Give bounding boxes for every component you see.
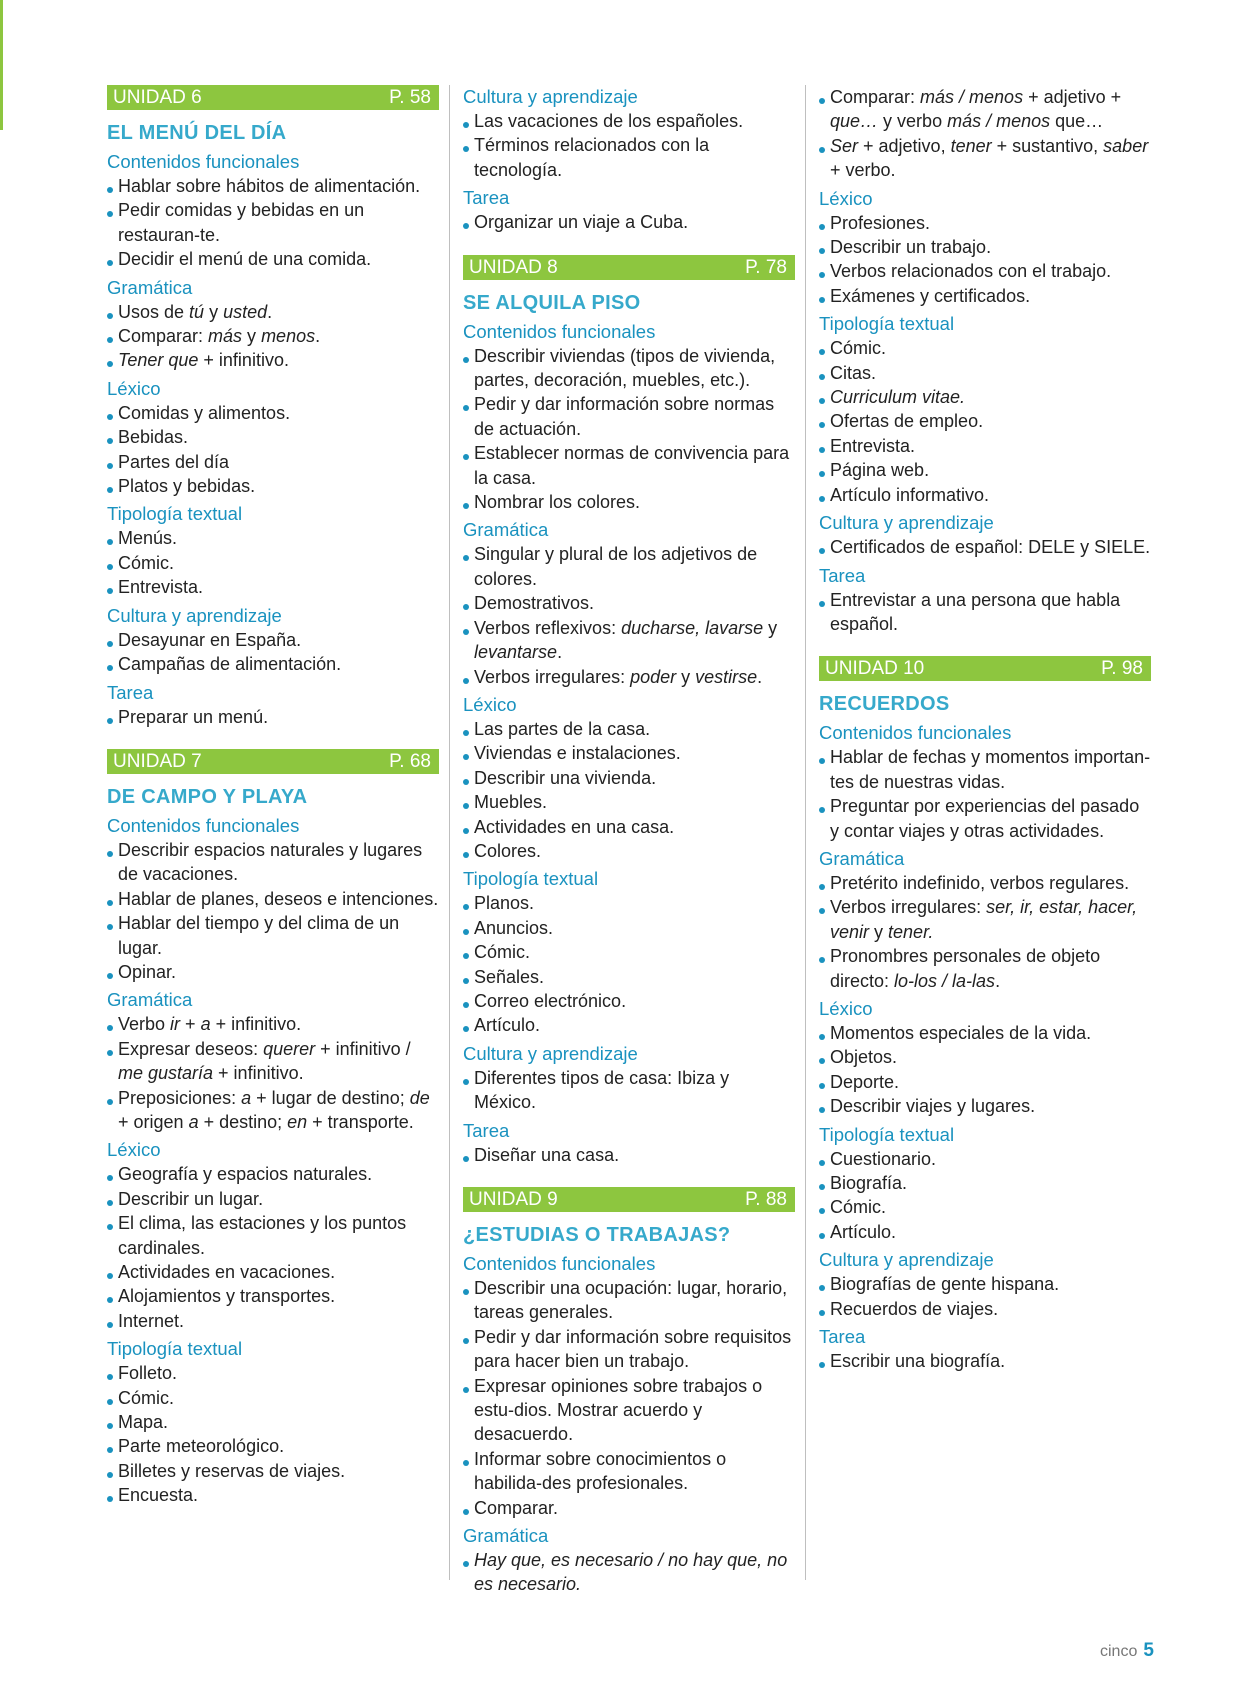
- text-italic: ser, ir, estar, hacer, venir: [830, 897, 1138, 942]
- list-cultura: [463, 109, 795, 182]
- list-item: Objetos.: [819, 1045, 1151, 1069]
- list-item: Las vacaciones de los españoles.: [463, 109, 795, 133]
- text: + destino;: [198, 1111, 288, 1132]
- unit-header-bar: [463, 1187, 795, 1212]
- section-title-tarea: Tarea: [819, 564, 866, 586]
- text: Comparar:: [118, 326, 209, 347]
- section-title-funcionales: Contenidos funcionales: [463, 320, 656, 342]
- list-item: Viviendas e instalaciones.: [463, 741, 795, 765]
- list-item: Planos.: [463, 891, 795, 915]
- unit-label: UNIDAD 7: [113, 750, 202, 772]
- text: +: [180, 1014, 201, 1035]
- section-title-funcionales: Contenidos funcionales: [107, 151, 300, 172]
- text-italic: vestirse: [695, 666, 758, 687]
- list-item: Certificados de español: DELE y SIELE.: [819, 535, 1151, 559]
- text-italic: me gustaría: [118, 1063, 214, 1084]
- text-italic: en: [287, 1111, 308, 1132]
- list-item: Comparar.: [463, 1496, 795, 1520]
- list-lexico: [819, 1021, 1151, 1119]
- list-tipologia: [819, 336, 1151, 507]
- list-lexico: [819, 211, 1151, 309]
- column-divider: [805, 85, 806, 1580]
- text-italic: que…: [830, 111, 879, 132]
- section-title-cultura: Cultura y aprendizaje: [819, 512, 994, 534]
- list-gramatica: [107, 1012, 439, 1134]
- text-italic: a: [200, 1014, 211, 1035]
- text: Verbos irregulares:: [830, 897, 987, 918]
- text-italic: ducharse, lavarse: [621, 617, 764, 638]
- list-item: [107, 324, 439, 348]
- list-cultura: [463, 1066, 795, 1115]
- list-item: [463, 665, 795, 689]
- list-item: Diferentes tipos de casa: Ibiza y México.: [463, 1066, 795, 1115]
- unit-9-continued: [819, 85, 1151, 636]
- list-item: [819, 895, 1151, 944]
- list-gramatica: [819, 871, 1151, 993]
- list-item: [819, 944, 1151, 993]
- list-item: Biografías de gente hispana.: [819, 1272, 1151, 1296]
- text: + infinitivo.: [210, 1014, 302, 1035]
- list-item: Describir viviendas (tipos de vivienda, partes, decoración, muebles, etc.).: [463, 344, 795, 393]
- unit-9-section: [463, 1187, 795, 1597]
- unit-title: EL MENÚ DEL DÍA: [107, 122, 287, 144]
- text-italic: tener: [950, 135, 992, 156]
- list-item: Correo electrónico.: [463, 989, 795, 1013]
- unit-7-continued: [463, 85, 795, 235]
- list-item: Colores.: [463, 839, 795, 863]
- list-item: Artículo.: [463, 1013, 795, 1037]
- list-item: Artículo informativo.: [819, 483, 1151, 507]
- page-number: 5: [1143, 1640, 1154, 1661]
- list-tipologia: [819, 1147, 1151, 1245]
- list-item: Momentos especiales de la vida.: [819, 1021, 1151, 1045]
- list-gramatica: [819, 85, 1151, 183]
- list-item: Exámenes y certificados.: [819, 284, 1151, 308]
- list-item: Describir espacios naturales y lugares de vacaciones.: [107, 838, 439, 887]
- text: y: [763, 617, 778, 638]
- list-item: Organizar un viaje a Cuba.: [463, 210, 795, 234]
- text: y: [242, 326, 262, 347]
- list-item: [463, 616, 795, 665]
- section-title-gramatica: Gramática: [463, 1525, 549, 1547]
- list-tarea: [819, 588, 1151, 637]
- column-3: [819, 85, 1151, 1373]
- list-tarea: [819, 1349, 1151, 1373]
- text: + infinitivo.: [198, 350, 289, 371]
- text: y verbo: [878, 111, 948, 132]
- text-italic: Tener que: [118, 350, 199, 371]
- list-cultura: [819, 535, 1151, 559]
- list-item: Página web.: [819, 458, 1151, 482]
- unit-title: RECUERDOS: [819, 693, 950, 716]
- unit-header-bar: [463, 255, 795, 280]
- text: Verbo: [118, 1014, 171, 1035]
- list-item: Comidas y alimentos.: [107, 401, 439, 425]
- list-item: Mapa.: [107, 1410, 439, 1434]
- list-cultura: [819, 1272, 1151, 1321]
- section-title-tipologia: Tipología textual: [107, 503, 243, 525]
- list-item: Recuerdos de viajes.: [819, 1297, 1151, 1321]
- list-item: Ofertas de empleo.: [819, 409, 1151, 433]
- list-item: Cómic.: [819, 336, 1151, 360]
- text: + adjetivo +: [1023, 87, 1122, 107]
- list-funcionales: [107, 174, 439, 272]
- list-item: Preparar un menú.: [107, 705, 439, 729]
- text: Usos de: [118, 301, 190, 322]
- list-cultura: [107, 628, 439, 677]
- text: que…: [1050, 111, 1104, 132]
- unit-header-bar: [819, 656, 1151, 681]
- list-item: [107, 1086, 439, 1135]
- text: Demostrativos.: [474, 593, 595, 614]
- list-item: Decidir el menú de una comida.: [107, 247, 439, 271]
- section-title-cultura: Cultura y aprendizaje: [107, 604, 282, 626]
- list-item: Artículo.: [819, 1220, 1151, 1244]
- list-item: Entrevista.: [107, 575, 439, 599]
- list-item: Desayunar en España.: [107, 628, 439, 652]
- list-item: Cómic.: [819, 1195, 1151, 1219]
- text: .: [757, 666, 763, 687]
- list-item: Informar sobre conocimientos o habilida-des profesionales.: [463, 1447, 795, 1496]
- page-number-word: cinco: [1100, 1643, 1138, 1660]
- list-item: Términos relacionados con la tecnología.: [463, 133, 795, 182]
- text-italic: a: [188, 1111, 199, 1132]
- edge-accent-bar: [0, 0, 3, 130]
- text: + origen: [118, 1111, 189, 1132]
- section-title-tarea: Tarea: [463, 1119, 510, 1141]
- section-title-funcionales: Contenidos funcionales: [819, 722, 1012, 744]
- list-item: Pedir comidas y bebidas en un restauran-te.: [107, 198, 439, 247]
- text: + verbo.: [830, 160, 896, 181]
- list-item: Describir viajes y lugares.: [819, 1094, 1151, 1118]
- text: .: [557, 642, 563, 663]
- text-italic: poder: [630, 666, 677, 687]
- list-tarea: [463, 1143, 795, 1167]
- unit-7-section: [107, 749, 439, 1508]
- list-item: Campañas de alimentación.: [107, 652, 439, 676]
- list-item: Cómic.: [107, 1386, 439, 1410]
- section-title-tarea: Tarea: [819, 1326, 866, 1348]
- list-gramatica: [463, 1548, 795, 1597]
- section-title-funcionales: Contenidos funcionales: [463, 1253, 656, 1274]
- list-item: Actividades en vacaciones.: [107, 1260, 439, 1284]
- list-item: [107, 348, 439, 372]
- text: y: [676, 666, 696, 687]
- unit-10-section: [819, 656, 1151, 1373]
- section-title-lexico: Léxico: [819, 187, 873, 209]
- column-2: [463, 85, 795, 1597]
- section-title-gramatica: Gramática: [107, 276, 193, 298]
- list-item: Diseñar una casa.: [463, 1143, 795, 1167]
- text: Comparar:: [830, 87, 921, 107]
- unit-label: UNIDAD 6: [113, 87, 202, 108]
- list-item: Describir una ocupación: lugar, horario, tareas generales.: [463, 1276, 795, 1325]
- list-item: Biografía.: [819, 1171, 1151, 1195]
- list-item: [107, 300, 439, 324]
- page-footer: [1100, 1640, 1154, 1662]
- list-item: Actividades en una casa.: [463, 815, 795, 839]
- unit-page: P. 58: [389, 87, 431, 108]
- unit-page: P. 88: [745, 1189, 787, 1210]
- section-title-gramatica: Gramática: [107, 989, 193, 1011]
- unit-6-section: [107, 85, 439, 729]
- list-tarea: [463, 210, 795, 234]
- list-tipologia: [107, 526, 439, 599]
- list-item: Menús.: [107, 526, 439, 550]
- unit-header-bar: [107, 749, 439, 774]
- unit-title: SE ALQUILA PISO: [463, 291, 641, 314]
- list-lexico: [107, 1162, 439, 1333]
- list-item: Deporte.: [819, 1070, 1151, 1094]
- unit-header-bar: [107, 85, 439, 110]
- list-lexico: [107, 401, 439, 499]
- list-item: [463, 591, 795, 615]
- section-title-lexico: Léxico: [819, 997, 873, 1019]
- text: y: [869, 921, 889, 942]
- list-item: Alojamientos y transportes.: [107, 1284, 439, 1308]
- list-item: Entrevistar a una persona que habla español.: [819, 588, 1151, 637]
- text-italic: lo-los / la-las: [894, 970, 996, 991]
- section-title-tarea: Tarea: [107, 681, 154, 703]
- section-title-tipologia: Tipología textual: [463, 868, 599, 890]
- text: Pronombres personales de objeto directo:: [830, 946, 1101, 991]
- list-item: Billetes y reservas de viajes.: [107, 1459, 439, 1483]
- column-divider: [449, 85, 450, 1580]
- list-item: Las partes de la casa.: [463, 717, 795, 741]
- text: Preposiciones:: [118, 1087, 242, 1108]
- unit-title: DE CAMPO Y PLAYA: [107, 785, 308, 808]
- section-title-lexico: Léxico: [107, 1139, 161, 1161]
- section-title-gramatica: Gramática: [819, 847, 905, 869]
- section-title-tipologia: Tipología textual: [819, 1123, 955, 1145]
- list-item: Expresar opiniones sobre trabajos o estu-dios. Mostrar acuerdo y desacuerdo.: [463, 1374, 795, 1447]
- list-item: Platos y bebidas.: [107, 474, 439, 498]
- list-item: Hablar de planes, deseos e intenciones.: [107, 887, 439, 911]
- text-italic: Ser: [830, 135, 859, 156]
- section-title-tarea: Tarea: [463, 187, 510, 209]
- text: .: [995, 970, 1001, 991]
- list-tipologia: [107, 1361, 439, 1507]
- list-item: Describir una vivienda.: [463, 766, 795, 790]
- section-title-tipologia: Tipología textual: [819, 313, 955, 335]
- text-italic: más: [208, 326, 243, 347]
- text-italic: levantarse: [474, 642, 558, 663]
- unit-title: ¿ESTUDIAS O TRABAJAS?: [463, 1224, 731, 1246]
- list-item: Profesiones.: [819, 211, 1151, 235]
- list-item: El clima, las estaciones y los puntos cardinales.: [107, 1211, 439, 1260]
- text-italic: a: [241, 1087, 252, 1108]
- text: + lugar de destino;: [251, 1087, 410, 1108]
- section-title-cultura: Cultura y aprendizaje: [463, 86, 638, 107]
- text-italic: saber: [1103, 135, 1149, 156]
- unit-page: P. 68: [389, 750, 431, 772]
- list-gramatica: [463, 542, 795, 688]
- list-funcionales: [463, 344, 795, 515]
- text: + infinitivo /: [315, 1038, 411, 1059]
- text: Verbos reflexivos:: [474, 617, 622, 638]
- unit-label: UNIDAD 9: [469, 1189, 558, 1210]
- list-item: Escribir una biografía.: [819, 1349, 1151, 1373]
- list-item: Curriculum vitae.: [819, 385, 1151, 409]
- text: Pretérito indefinido, verbos regulares.: [830, 872, 1130, 893]
- list-item: Cómic.: [463, 940, 795, 964]
- text: Singular y plural de los adjetivos de colores.: [474, 544, 758, 589]
- list-item: Describir un lugar.: [107, 1187, 439, 1211]
- text-italic: querer: [263, 1038, 316, 1059]
- list-item: [819, 134, 1151, 183]
- list-item: Hablar de fechas y momentos importan-tes de nuestras vidas.: [819, 745, 1151, 794]
- list-item: Opinar.: [107, 960, 439, 984]
- section-title-gramatica: Gramática: [463, 519, 549, 541]
- list-item: [819, 871, 1151, 895]
- text-italic: de: [409, 1087, 430, 1108]
- section-title-cultura: Cultura y aprendizaje: [463, 1042, 638, 1064]
- column-1: [107, 85, 439, 1508]
- list-tipologia: [463, 891, 795, 1037]
- text: + transporte.: [307, 1111, 414, 1132]
- list-item: Hablar sobre hábitos de alimentación.: [107, 174, 439, 198]
- section-title-funcionales: Contenidos funcionales: [107, 814, 300, 836]
- text: + infinitivo.: [213, 1063, 304, 1084]
- text: + sustantivo,: [991, 135, 1104, 156]
- list-tarea: [107, 705, 439, 729]
- list-item: [107, 1012, 439, 1036]
- text-italic: tú: [189, 301, 205, 322]
- list-item: Partes del día: [107, 450, 439, 474]
- text-italic: menos: [261, 326, 316, 347]
- section-title-lexico: Léxico: [463, 693, 517, 715]
- section-title-cultura: Cultura y aprendizaje: [819, 1249, 994, 1271]
- text: y: [204, 301, 224, 322]
- list-item: Verbos relacionados con el trabajo.: [819, 259, 1151, 283]
- list-item: Pedir y dar información sobre normas de actuación.: [463, 392, 795, 441]
- list-item: Nombrar los colores.: [463, 490, 795, 514]
- text-italic: tener.: [888, 921, 934, 942]
- list-item: Hablar del tiempo y del clima de un lugar.: [107, 911, 439, 960]
- list-lexico: [463, 717, 795, 863]
- unit-page: P. 78: [745, 256, 787, 278]
- list-item: Internet.: [107, 1309, 439, 1333]
- list-gramatica: [107, 300, 439, 373]
- list-funcionales: [819, 745, 1151, 843]
- list-item: [463, 542, 795, 591]
- unit-page: P. 98: [1101, 658, 1143, 680]
- list-item: Hay que, es necesario / no hay que, no es necesario.: [463, 1548, 795, 1597]
- list-item: Anuncios.: [463, 916, 795, 940]
- list-item: Señales.: [463, 965, 795, 989]
- list-item: Folleto.: [107, 1361, 439, 1385]
- text-italic: más / menos: [947, 111, 1051, 132]
- list-funcionales: [107, 838, 439, 984]
- unit-8-section: [463, 255, 795, 1167]
- list-item: Citas.: [819, 361, 1151, 385]
- text: .: [267, 301, 273, 322]
- list-item: [819, 85, 1151, 134]
- text-italic: más / menos: [920, 87, 1024, 107]
- list-item: Geografía y espacios naturales.: [107, 1162, 439, 1186]
- list-funcionales: [463, 1276, 795, 1520]
- list-item: Bebidas.: [107, 425, 439, 449]
- text: + adjetivo,: [858, 135, 951, 156]
- list-item: Cómic.: [107, 551, 439, 575]
- list-item: Parte meteorológico.: [107, 1434, 439, 1458]
- list-item: Muebles.: [463, 790, 795, 814]
- text: Verbos irregulares:: [474, 666, 631, 687]
- section-title-lexico: Léxico: [107, 377, 161, 399]
- list-item: Describir un trabajo.: [819, 235, 1151, 259]
- list-item: Entrevista.: [819, 434, 1151, 458]
- list-item: Pedir y dar información sobre requisitos para hacer bien un trabajo.: [463, 1325, 795, 1374]
- text-italic: usted: [223, 301, 268, 322]
- list-item: Cuestionario.: [819, 1147, 1151, 1171]
- text: Expresar deseos:: [118, 1038, 264, 1059]
- list-item: Establecer normas de convivencia para la casa.: [463, 441, 795, 490]
- unit-label: UNIDAD 10: [825, 658, 925, 680]
- list-item: Encuesta.: [107, 1483, 439, 1507]
- list-item: [107, 1037, 439, 1086]
- section-title-tipologia: Tipología textual: [107, 1338, 243, 1360]
- unit-label: UNIDAD 8: [469, 256, 558, 278]
- text-italic: ir: [170, 1014, 181, 1035]
- text: .: [315, 326, 321, 347]
- list-item: Preguntar por experiencias del pasado y contar viajes y otras actividades.: [819, 794, 1151, 843]
